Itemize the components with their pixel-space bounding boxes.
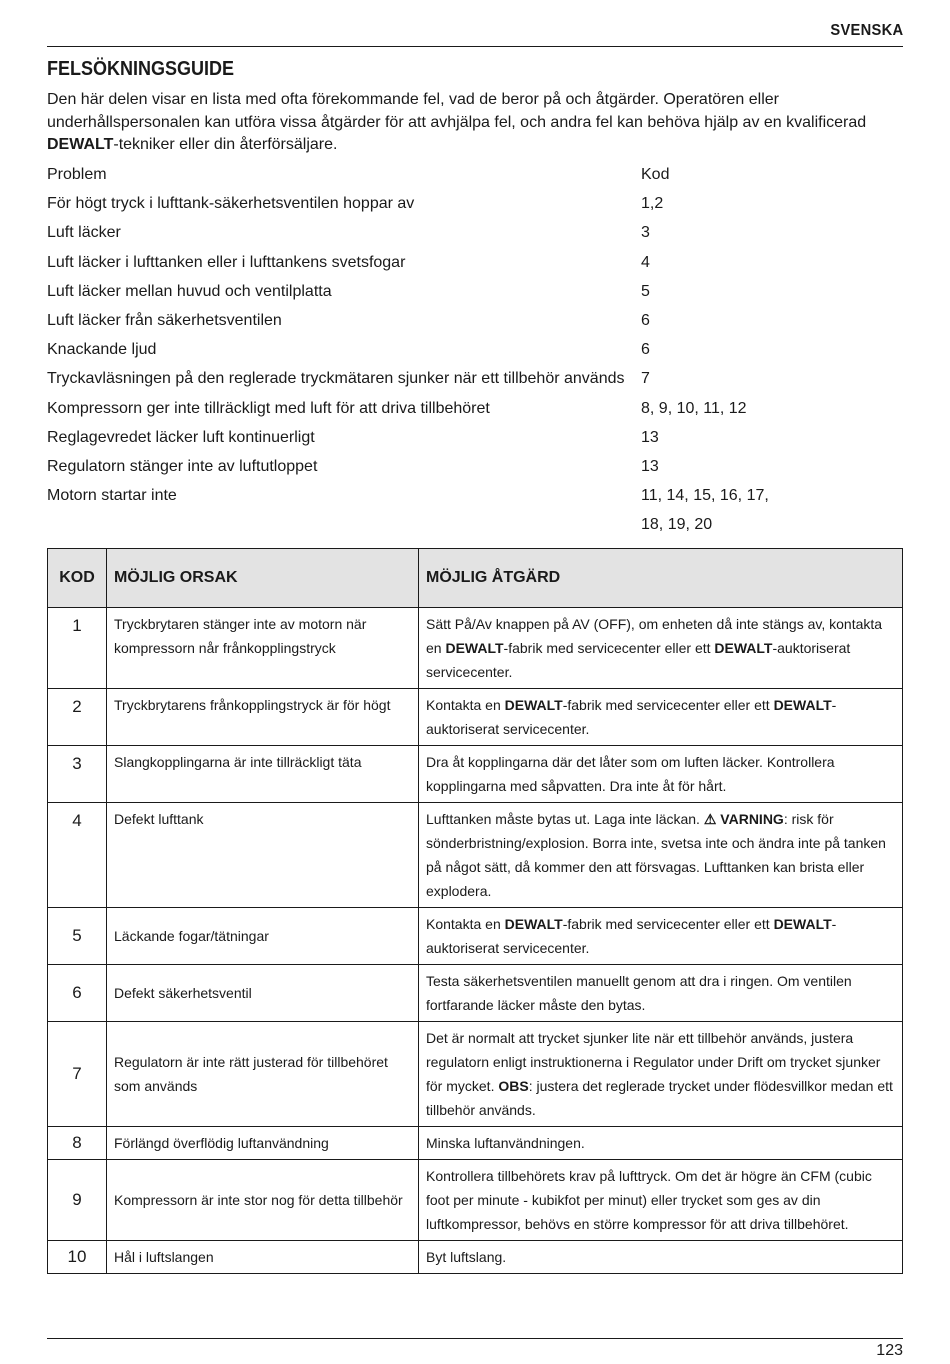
- problem-text: Luft läcker mellan huvud och ventilplatta: [47, 282, 332, 300]
- row-code: 6: [48, 965, 107, 1022]
- problem-code: 1,2: [641, 195, 664, 213]
- footer-rule: [47, 1338, 903, 1339]
- problem-row: [47, 481, 903, 539]
- action-text: -fabrik med servicecenter eller ett: [562, 697, 774, 713]
- language-label: SVENSKA: [829, 22, 903, 39]
- problem-row: [47, 335, 903, 364]
- action-text: Lufttanken måste bytas ut. Laga inte läckan.: [426, 811, 704, 827]
- row-action: Minska luftanvändningen.: [419, 1127, 903, 1160]
- problem-row: [47, 248, 903, 277]
- problem-code: 13: [641, 428, 659, 446]
- problem-text: För högt tryck i lufttank-säkerhetsventilen hoppar av: [47, 195, 415, 213]
- action-text: : justera det reglerade trycket under flödesvillkor medan ett tillbehör används.: [426, 1078, 893, 1118]
- row-cause: Förlängd överflödig luftanvändning: [107, 1127, 419, 1160]
- brand-name: DEWALT: [504, 697, 563, 713]
- action-text: -auktoriserat servicecenter.: [426, 916, 837, 956]
- action-text: Sätt På/Av knappen på AV (OFF), om enheten då inte stängs av, kontakta en: [426, 616, 883, 656]
- table-row: [48, 1160, 903, 1241]
- problem-code: 6: [641, 311, 650, 329]
- row-code: 5: [48, 908, 107, 965]
- table-row: [48, 1022, 903, 1127]
- troubleshooting-table: [47, 548, 903, 1274]
- action-text: Kontakta en: [426, 916, 505, 932]
- row-action: [419, 803, 903, 908]
- problem-text: Luft läcker från säkerhetsventilen: [47, 311, 282, 329]
- action-text: : risk för sönderbristning/explosion. Borra inte, svetsa inte och ändra inte på tanken på något sätt, då kommer den att försvagas. Lufttanken kan brista eller explodera.: [426, 811, 886, 899]
- problem-row: [47, 423, 903, 452]
- row-code: 9: [48, 1160, 107, 1241]
- row-cause: Defekt lufttank: [107, 803, 419, 908]
- problem-text: Regulatorn stänger inte av luftutloppet: [47, 457, 318, 475]
- table-header-row: [48, 549, 903, 608]
- problem-text: Luft läcker: [47, 224, 121, 242]
- row-action: Dra åt kopplingarna där det låter som om luften läcker. Kontrollera kopplingarna med såpvatten. Dra inte åt för hårt.: [419, 746, 903, 803]
- problem-text: Reglagevredet läcker luft kontinuerligt: [47, 428, 315, 446]
- problem-code: 8, 9, 10, 11, 12: [641, 399, 747, 417]
- problem-code-line: 11, 14, 15, 16, 17,: [641, 487, 769, 505]
- problem-code: 5: [641, 282, 650, 300]
- header-rule: [47, 46, 903, 47]
- problem-code-line: 18, 19, 20: [641, 516, 713, 534]
- action-text: Kontakta en: [426, 697, 505, 713]
- problem-text: Tryckavläsningen på den reglerade tryckmätaren sjunker när ett tillbehör används: [47, 370, 625, 388]
- action-text: -fabrik med servicecenter eller ett: [503, 640, 715, 656]
- brand-name: DEWALT: [714, 640, 773, 656]
- problem-text: Luft läcker i lufttanken eller i lufttankens svetsfogar: [47, 253, 406, 271]
- brand-name: DEWALT: [47, 136, 114, 153]
- row-action: Testa säkerhetsventilen manuellt genom att dra i ringen. Om ventilen fortfarande läcker måste den bytas.: [419, 965, 903, 1022]
- row-cause: Tryckbrytaren stänger inte av motorn när kompressorn når frånkopplingstryck: [107, 608, 419, 689]
- problem-code: 7: [641, 370, 650, 388]
- action-text: Det är normalt att trycket sjunker lite när ett tillbehör används, justera regulatorn enligt instruktionerna i Regulator under Drift om trycket sjunker för mycket.: [426, 1030, 881, 1094]
- column-header-cause: MÖJLIG ORSAK: [107, 549, 419, 608]
- warning-icon: ⚠: [703, 811, 717, 827]
- problem-row: [47, 218, 903, 247]
- problem-list-header: [47, 160, 903, 189]
- row-code: 4: [48, 803, 107, 908]
- action-text: -auktoriserat servicecenter.: [426, 640, 851, 680]
- row-cause: Kompressorn är inte stor nog för detta tillbehör: [107, 1160, 419, 1241]
- problem-row: [47, 189, 903, 218]
- column-header-action: MÖJLIG ÅTGÄRD: [419, 549, 903, 608]
- brand-name: DEWALT: [504, 916, 563, 932]
- problem-row: [47, 306, 903, 335]
- problem-code: 3: [641, 224, 650, 242]
- warning-label: VARNING: [720, 811, 784, 827]
- action-text: -auktoriserat servicecenter.: [426, 697, 837, 737]
- intro-text-end: -tekniker eller din återförsäljare.: [113, 136, 338, 153]
- row-cause: Regulatorn är inte rätt justerad för tillbehöret som används: [107, 1022, 419, 1127]
- problem-row: [47, 394, 903, 423]
- problem-text: Kompressorn ger inte tillräckligt med luft för att driva tillbehöret: [47, 399, 490, 417]
- row-code: 10: [48, 1241, 107, 1274]
- code-header: Kod: [641, 166, 670, 183]
- problem-row: [47, 364, 903, 393]
- row-cause: Hål i luftslangen: [107, 1241, 419, 1274]
- problem-row: [47, 277, 903, 306]
- intro-paragraph: [47, 89, 903, 157]
- row-cause: Slangkopplingarna är inte tillräckligt täta: [107, 746, 419, 803]
- problem-row: [47, 452, 903, 481]
- row-action: [419, 908, 903, 965]
- row-code: 8: [48, 1127, 107, 1160]
- intro-text: Den här delen visar en lista med ofta förekommande fel, vad de beror på och åtgärder. Operatören eller underhållspersonalen kan utföra vissa åtgärder för att avhjälpa fel, och andra fel kan behöva hjälp av en kvalificerad: [47, 91, 867, 131]
- problem-code: 4: [641, 253, 650, 271]
- problem-list: [47, 160, 903, 539]
- action-text: -fabrik med servicecenter eller ett: [562, 916, 774, 932]
- row-code: 2: [48, 689, 107, 746]
- table-row: [48, 689, 903, 746]
- brand-name: DEWALT: [773, 916, 832, 932]
- row-code: 3: [48, 746, 107, 803]
- problem-text: Knackande ljud: [47, 341, 157, 359]
- table-row: [48, 1127, 903, 1160]
- table-row: [48, 803, 903, 908]
- problem-header: Problem: [47, 166, 107, 183]
- row-action: Byt luftslang.: [419, 1241, 903, 1274]
- brand-name: DEWALT: [445, 640, 504, 656]
- row-action: [419, 1022, 903, 1127]
- page-number: 123: [876, 1342, 903, 1359]
- problem-code: [641, 481, 769, 539]
- problem-text: Motorn startar inte: [47, 487, 177, 505]
- row-cause: Tryckbrytarens frånkopplingstryck är för högt: [107, 689, 419, 746]
- problem-code: 6: [641, 341, 650, 359]
- row-cause: Defekt säkerhetsventil: [107, 965, 419, 1022]
- brand-name: DEWALT: [773, 697, 832, 713]
- table-row: [48, 1241, 903, 1274]
- row-code: 1: [48, 608, 107, 689]
- row-action: [419, 608, 903, 689]
- table-row: [48, 608, 903, 689]
- table-row: [48, 908, 903, 965]
- obs-label: OBS: [498, 1078, 529, 1094]
- section-title: FELSÖKNINGSGUIDE: [47, 58, 235, 80]
- row-cause: Läckande fogar/tätningar: [107, 908, 419, 965]
- table-row: [48, 965, 903, 1022]
- row-code: 7: [48, 1022, 107, 1127]
- problem-code: 13: [641, 457, 659, 475]
- row-action: [419, 689, 903, 746]
- row-action: Kontrollera tillbehörets krav på lufttryck. Om det är högre än CFM (cubic foot per minute - kubikfot per minut) eller trycket som ges av din luftkompressor, behövs en större kompressor för att driva tillbehöret.: [419, 1160, 903, 1241]
- table-row: [48, 746, 903, 803]
- column-header-code: KOD: [48, 549, 107, 608]
